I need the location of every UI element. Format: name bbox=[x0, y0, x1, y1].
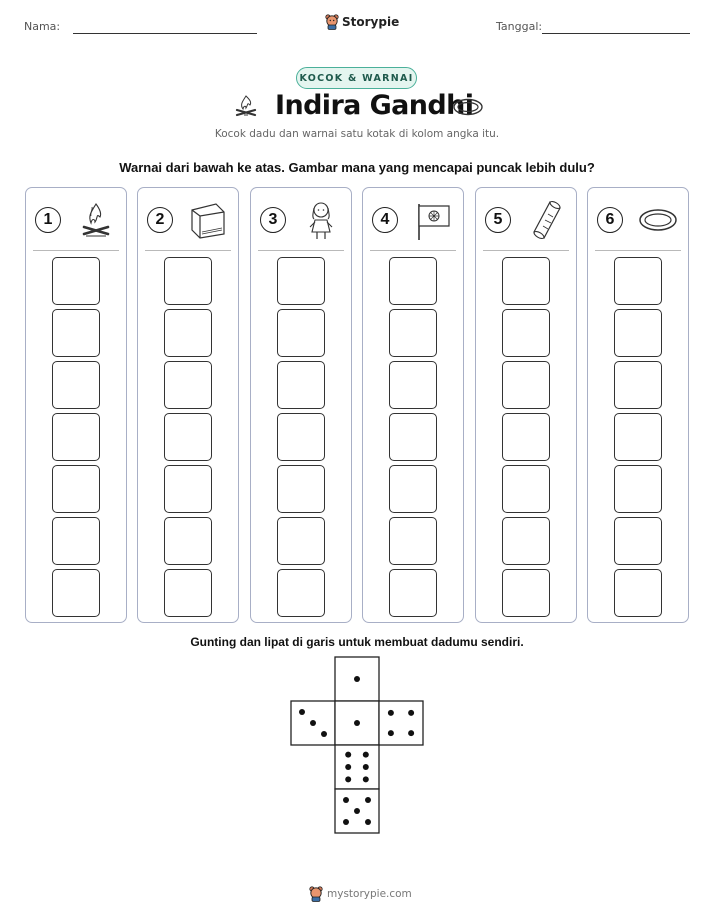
die-face bbox=[379, 701, 423, 745]
footer bbox=[309, 886, 412, 902]
die-pip bbox=[365, 797, 371, 803]
die-face bbox=[335, 789, 379, 833]
die-pip bbox=[354, 676, 360, 682]
die-pip bbox=[321, 731, 327, 737]
name-label: Nama: bbox=[24, 20, 61, 33]
column-number: 6 bbox=[597, 207, 623, 233]
page-title: Indira Gandhi bbox=[275, 90, 474, 121]
die-face bbox=[291, 701, 335, 745]
die-face bbox=[335, 701, 379, 745]
column-number: 5 bbox=[485, 207, 511, 233]
die-pip bbox=[388, 730, 394, 736]
column-number: 1 bbox=[35, 207, 61, 233]
die-pip bbox=[388, 710, 394, 716]
column-number: 4 bbox=[372, 207, 398, 233]
die-pip bbox=[310, 720, 316, 726]
die-pip bbox=[408, 710, 414, 716]
die-pip bbox=[363, 764, 369, 770]
page-subtitle: Kocok dadu dan warnai satu kotak di kolom angka itu. bbox=[214, 128, 500, 140]
die-pip bbox=[354, 808, 360, 814]
die-pip bbox=[345, 752, 351, 758]
coloring-instruction: Warnai dari bawah ke atas. Gambar mana yang mencapai puncak lebih dulu? bbox=[119, 160, 595, 175]
die-pip bbox=[299, 709, 305, 715]
cut-instruction: Gunting dan lipat di garis untuk membuat dadumu sendiri. bbox=[190, 635, 524, 649]
die-face bbox=[335, 745, 379, 789]
die-pip bbox=[343, 819, 349, 825]
die-pip bbox=[408, 730, 414, 736]
die-pip bbox=[354, 720, 360, 726]
die-pip bbox=[363, 776, 369, 782]
die-pip bbox=[343, 797, 349, 803]
activity-badge: KOCOK & WARNAI bbox=[296, 67, 417, 89]
die-face bbox=[335, 657, 379, 701]
footer-url[interactable]: mystorypie.com bbox=[327, 888, 412, 900]
die-pip bbox=[345, 776, 351, 782]
logo-text: Storypie bbox=[342, 15, 400, 29]
column-number: 2 bbox=[147, 207, 173, 233]
date-label: Tanggal: bbox=[496, 20, 543, 33]
die-pip bbox=[363, 752, 369, 758]
bear-mascot-icon bbox=[309, 886, 323, 902]
die-pip bbox=[345, 764, 351, 770]
column-number: 3 bbox=[260, 207, 286, 233]
die-pip bbox=[365, 819, 371, 825]
